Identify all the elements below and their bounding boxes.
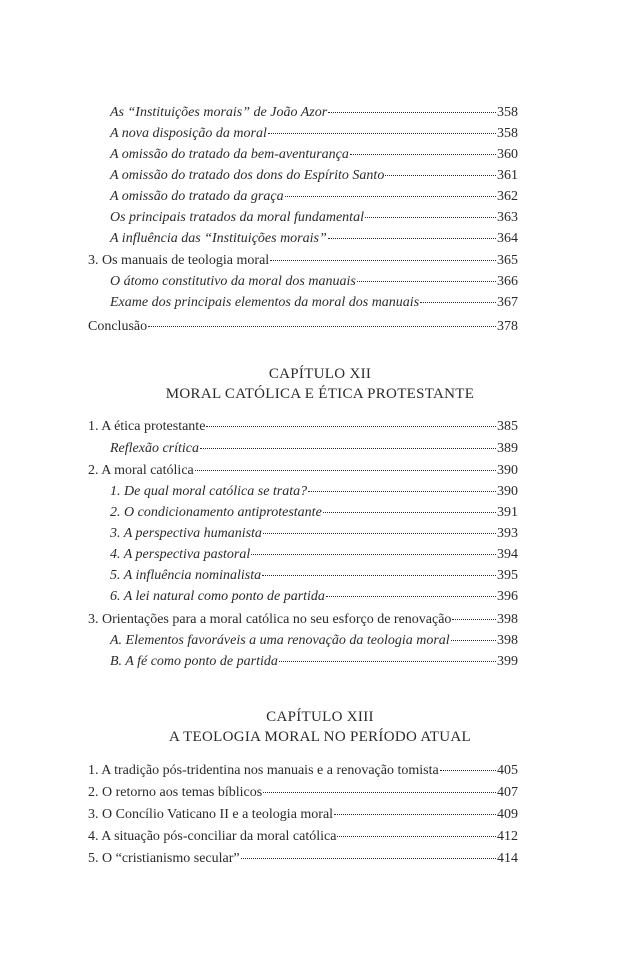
toc-entry-title: Conclusão: [88, 319, 148, 334]
toc-entry-title: 5. O “cristianismo secular”: [88, 851, 240, 866]
leader-dots: [326, 596, 496, 597]
toc-entry-page: 358: [497, 105, 518, 120]
toc-entry-title: 2. A moral católica: [88, 463, 194, 478]
leader-dots: [365, 217, 496, 218]
toc-entry-page: 360: [497, 147, 518, 162]
leader-dots: [440, 770, 496, 771]
leader-dots: [285, 196, 496, 197]
toc-entry-title: 2. O condicionamento antiprotestante: [110, 505, 322, 520]
toc-entry[interactable]: [110, 209, 518, 227]
toc-entry-page: 412: [497, 829, 518, 844]
toc-entry[interactable]: [88, 828, 518, 846]
leader-dots: [279, 661, 496, 662]
toc-entry-page: 398: [497, 612, 518, 627]
chapter-xiii-title: A TEOLOGIA MORAL NO PERÍODO ATUAL: [169, 729, 471, 745]
toc-entry-title: O átomo constitutivo da moral dos manuais: [110, 274, 356, 289]
toc-entry-title: A nova disposição da moral: [110, 126, 267, 141]
toc-entry[interactable]: [110, 525, 518, 543]
toc-entry-title: 3. Orientações para a moral católica no seu esforço de renovação: [88, 612, 452, 627]
toc-entry-page: 414: [497, 851, 518, 866]
toc-entry[interactable]: [88, 462, 518, 480]
chapter-xii-title: MORAL CATÓLICA E ÉTICA PROTESTANTE: [165, 386, 475, 402]
toc-entry-title: Reflexão crítica: [110, 441, 200, 456]
toc-entry[interactable]: [88, 784, 518, 802]
toc-entry-page: 385: [497, 419, 518, 434]
leader-dots: [337, 836, 496, 837]
leader-dots: [268, 133, 496, 134]
toc-entry[interactable]: [88, 252, 518, 270]
toc-entry-title: A omissão do tratado da graça: [110, 189, 284, 204]
toc-entry-page: 363: [497, 210, 518, 225]
toc-entry[interactable]: [110, 167, 518, 185]
leader-dots: [148, 326, 496, 327]
toc-entry[interactable]: [110, 588, 518, 606]
toc-entry-page: 394: [497, 547, 518, 562]
toc-entry-title: 3. A perspectiva humanista: [110, 526, 262, 541]
leader-dots: [334, 814, 496, 815]
toc-entry[interactable]: [110, 440, 518, 458]
toc-entry-title: 6. A lei natural como ponto de partida: [110, 589, 325, 604]
toc-entry-page: 365: [497, 253, 518, 268]
toc-entry-title: A omissão do tratado da bem-aventurança: [110, 147, 349, 162]
leader-dots: [385, 175, 496, 176]
leader-dots: [241, 858, 496, 859]
toc-entry-title: 1. De qual moral católica se trata?: [110, 484, 308, 499]
leader-dots: [451, 640, 496, 641]
toc-entry-page: 398: [497, 633, 518, 648]
toc-entry[interactable]: [88, 418, 518, 436]
toc-entry-title: 4. A situação pós-conciliar da moral católica: [88, 829, 337, 844]
toc-entry-page: 405: [497, 763, 518, 778]
toc-entry-page: 389: [497, 441, 518, 456]
leader-dots: [263, 792, 496, 793]
toc-entry-page: 391: [497, 505, 518, 520]
toc-entry-page: 393: [497, 526, 518, 541]
toc-entry[interactable]: [110, 653, 518, 671]
toc-entry-title: 1. A ética protestante: [88, 419, 206, 434]
toc-entry[interactable]: [110, 104, 518, 122]
leader-dots: [206, 426, 496, 427]
toc-entry[interactable]: [110, 546, 518, 564]
toc-entry[interactable]: [88, 318, 518, 336]
toc-entry-page: 364: [497, 231, 518, 246]
toc-entry[interactable]: [110, 504, 518, 522]
toc-entry-title: As “Instituições morais” de João Azor: [110, 105, 328, 120]
toc-entry-page: 366: [497, 274, 518, 289]
toc-entry[interactable]: [110, 567, 518, 585]
leader-dots: [328, 112, 496, 113]
toc-entry[interactable]: [88, 806, 518, 824]
chapter-xii-label: CAPÍTULO XII: [268, 366, 372, 382]
toc-entry-page: 396: [497, 589, 518, 604]
toc-entry[interactable]: [110, 188, 518, 206]
toc-entry[interactable]: [88, 850, 518, 868]
toc-entry-title: 4. A perspectiva pastoral: [110, 547, 251, 562]
leader-dots: [328, 238, 496, 239]
leader-dots: [308, 491, 496, 492]
toc-entry-title: 1. A tradição pós-tridentina nos manuais e a renovação tomista: [88, 763, 439, 778]
toc-entry-title: 5. A influência nominalista: [110, 568, 262, 583]
toc-entry[interactable]: [110, 632, 518, 650]
toc-entry-title: 3. Os manuais de teologia moral: [88, 253, 270, 268]
toc-entry-page: 390: [497, 484, 518, 499]
leader-dots: [251, 554, 496, 555]
chapter-xiii-label: CAPÍTULO XIII: [266, 709, 374, 725]
toc-entry-title: B. A fé como ponto de partida: [110, 654, 278, 669]
leader-dots: [263, 533, 496, 534]
toc-entry[interactable]: [110, 483, 518, 501]
toc-entry-title: Exame dos principais elementos da moral dos manuais: [110, 295, 420, 310]
leader-dots: [262, 575, 496, 576]
toc-entry[interactable]: [110, 146, 518, 164]
leader-dots: [420, 302, 496, 303]
toc-entry-page: 378: [497, 319, 518, 334]
leader-dots: [323, 512, 496, 513]
toc-entry-title: 3. O Concílio Vaticano II e a teologia moral: [88, 807, 334, 822]
toc-entry-title: A. Elementos favoráveis a uma renovação da teologia moral: [110, 633, 450, 648]
toc-entry-title: A influência das “Instituições morais”: [110, 231, 327, 246]
leader-dots: [452, 619, 496, 620]
toc-entry-page: 367: [497, 295, 518, 310]
toc-entry-page: 395: [497, 568, 518, 583]
toc-entry-page: 362: [497, 189, 518, 204]
toc-entry[interactable]: [110, 230, 518, 248]
toc-entry-page: 390: [497, 463, 518, 478]
toc-entry-page: 358: [497, 126, 518, 141]
toc-entry[interactable]: [88, 762, 518, 780]
toc-entry-title: 2. O retorno aos temas bíblicos: [88, 785, 263, 800]
toc-entry[interactable]: [110, 294, 518, 312]
toc-entry[interactable]: [110, 125, 518, 143]
leader-dots: [270, 260, 496, 261]
leader-dots: [357, 281, 496, 282]
toc-entry-page: 361: [497, 168, 518, 183]
toc-entry-page: 409: [497, 807, 518, 822]
leader-dots: [200, 448, 496, 449]
toc-entry-title: Os principais tratados da moral fundamental: [110, 210, 364, 225]
toc-entry-title: A omissão do tratado dos dons do Espírito Santo: [110, 168, 385, 183]
leader-dots: [350, 154, 496, 155]
toc-entry[interactable]: [110, 273, 518, 291]
toc-entry-page: 407: [497, 785, 518, 800]
leader-dots: [195, 470, 496, 471]
toc-entry-page: 399: [497, 654, 518, 669]
toc-entry[interactable]: [88, 611, 518, 629]
